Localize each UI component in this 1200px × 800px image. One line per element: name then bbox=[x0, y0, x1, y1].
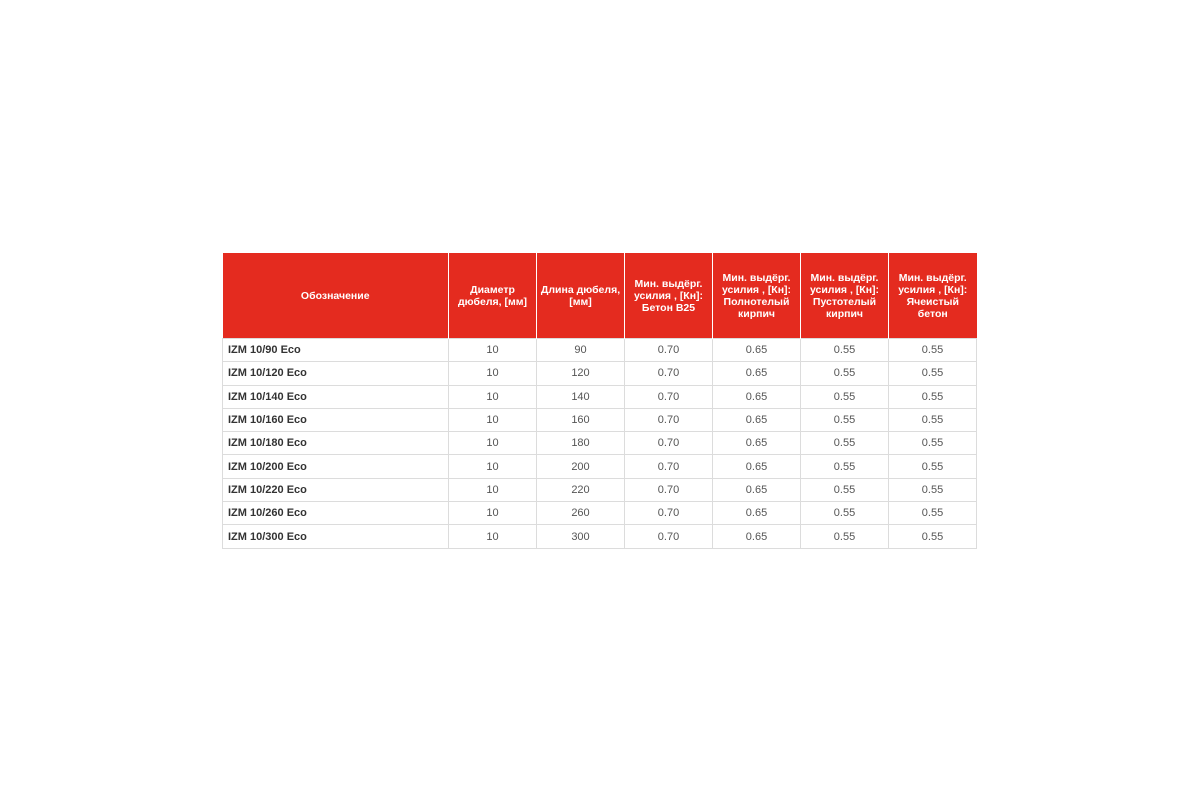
cell-designation: IZM 10/140 Eco bbox=[223, 385, 449, 408]
cell-length: 220 bbox=[537, 478, 625, 501]
cell-length: 200 bbox=[537, 455, 625, 478]
table-header bbox=[223, 253, 977, 339]
table-row bbox=[223, 502, 977, 525]
cell-pullout-aerated-concrete: 0.55 bbox=[889, 455, 977, 478]
cell-pullout-concrete: 0.70 bbox=[625, 455, 713, 478]
cell-pullout-aerated-concrete: 0.55 bbox=[889, 432, 977, 455]
cell-pullout-concrete: 0.70 bbox=[625, 478, 713, 501]
table-row bbox=[223, 432, 977, 455]
cell-pullout-concrete: 0.70 bbox=[625, 525, 713, 548]
cell-pullout-concrete: 0.70 bbox=[625, 502, 713, 525]
cell-length: 180 bbox=[537, 432, 625, 455]
table-row bbox=[223, 385, 977, 408]
header-row bbox=[223, 253, 977, 339]
cell-pullout-aerated-concrete: 0.55 bbox=[889, 478, 977, 501]
cell-pullout-solid-brick: 0.65 bbox=[713, 362, 801, 385]
table-body bbox=[223, 339, 977, 549]
cell-pullout-aerated-concrete: 0.55 bbox=[889, 408, 977, 431]
cell-designation: IZM 10/200 Eco bbox=[223, 455, 449, 478]
cell-diameter: 10 bbox=[449, 525, 537, 548]
cell-diameter: 10 bbox=[449, 432, 537, 455]
cell-pullout-aerated-concrete: 0.55 bbox=[889, 502, 977, 525]
cell-designation: IZM 10/260 Eco bbox=[223, 502, 449, 525]
table-row bbox=[223, 455, 977, 478]
cell-length: 90 bbox=[537, 339, 625, 362]
dowel-spec-table bbox=[222, 253, 977, 549]
cell-length: 120 bbox=[537, 362, 625, 385]
cell-diameter: 10 bbox=[449, 408, 537, 431]
cell-designation: IZM 10/220 Eco bbox=[223, 478, 449, 501]
cell-pullout-solid-brick: 0.65 bbox=[713, 478, 801, 501]
header-diameter: Диаметр дюбеля, [мм] bbox=[449, 253, 537, 339]
cell-pullout-solid-brick: 0.65 bbox=[713, 408, 801, 431]
cell-pullout-solid-brick: 0.65 bbox=[713, 525, 801, 548]
cell-pullout-aerated-concrete: 0.55 bbox=[889, 362, 977, 385]
cell-pullout-solid-brick: 0.65 bbox=[713, 339, 801, 362]
cell-length: 300 bbox=[537, 525, 625, 548]
header-designation: Обозначение bbox=[223, 253, 449, 339]
cell-diameter: 10 bbox=[449, 455, 537, 478]
cell-pullout-solid-brick: 0.65 bbox=[713, 455, 801, 478]
cell-designation: IZM 10/180 Eco bbox=[223, 432, 449, 455]
cell-pullout-concrete: 0.70 bbox=[625, 408, 713, 431]
cell-designation: IZM 10/160 Eco bbox=[223, 408, 449, 431]
cell-designation: IZM 10/120 Eco bbox=[223, 362, 449, 385]
cell-diameter: 10 bbox=[449, 362, 537, 385]
cell-diameter: 10 bbox=[449, 385, 537, 408]
cell-pullout-hollow-brick: 0.55 bbox=[801, 385, 889, 408]
table-row bbox=[223, 408, 977, 431]
table-row bbox=[223, 525, 977, 548]
cell-pullout-concrete: 0.70 bbox=[625, 432, 713, 455]
cell-length: 140 bbox=[537, 385, 625, 408]
cell-length: 260 bbox=[537, 502, 625, 525]
cell-diameter: 10 bbox=[449, 339, 537, 362]
cell-pullout-hollow-brick: 0.55 bbox=[801, 432, 889, 455]
cell-pullout-solid-brick: 0.65 bbox=[713, 502, 801, 525]
cell-pullout-hollow-brick: 0.55 bbox=[801, 408, 889, 431]
header-pullout-aerated-concrete: Мин. выдёрг. усилия , [Кн]: Ячеистый бетон bbox=[889, 253, 977, 339]
cell-pullout-concrete: 0.70 bbox=[625, 362, 713, 385]
cell-pullout-solid-brick: 0.65 bbox=[713, 432, 801, 455]
cell-pullout-concrete: 0.70 bbox=[625, 339, 713, 362]
cell-pullout-aerated-concrete: 0.55 bbox=[889, 385, 977, 408]
cell-diameter: 10 bbox=[449, 478, 537, 501]
table-row bbox=[223, 362, 977, 385]
cell-length: 160 bbox=[537, 408, 625, 431]
cell-designation: IZM 10/90 Eco bbox=[223, 339, 449, 362]
cell-pullout-hollow-brick: 0.55 bbox=[801, 362, 889, 385]
header-length: Длина дюбеля, [мм] bbox=[537, 253, 625, 339]
cell-diameter: 10 bbox=[449, 502, 537, 525]
cell-pullout-hollow-brick: 0.55 bbox=[801, 502, 889, 525]
cell-pullout-concrete: 0.70 bbox=[625, 385, 713, 408]
cell-designation: IZM 10/300 Eco bbox=[223, 525, 449, 548]
cell-pullout-aerated-concrete: 0.55 bbox=[889, 525, 977, 548]
cell-pullout-hollow-brick: 0.55 bbox=[801, 525, 889, 548]
cell-pullout-hollow-brick: 0.55 bbox=[801, 339, 889, 362]
table-row bbox=[223, 339, 977, 362]
cell-pullout-hollow-brick: 0.55 bbox=[801, 455, 889, 478]
cell-pullout-hollow-brick: 0.55 bbox=[801, 478, 889, 501]
cell-pullout-solid-brick: 0.65 bbox=[713, 385, 801, 408]
table-row bbox=[223, 478, 977, 501]
header-pullout-hollow-brick: Мин. выдёрг. усилия , [Кн]: Пустотелый кирпич bbox=[801, 253, 889, 339]
header-pullout-solid-brick: Мин. выдёрг. усилия , [Кн]: Полнотелый кирпич bbox=[713, 253, 801, 339]
header-pullout-concrete: Мин. выдёрг. усилия , [Кн]: Бетон B25 bbox=[625, 253, 713, 339]
cell-pullout-aerated-concrete: 0.55 bbox=[889, 339, 977, 362]
